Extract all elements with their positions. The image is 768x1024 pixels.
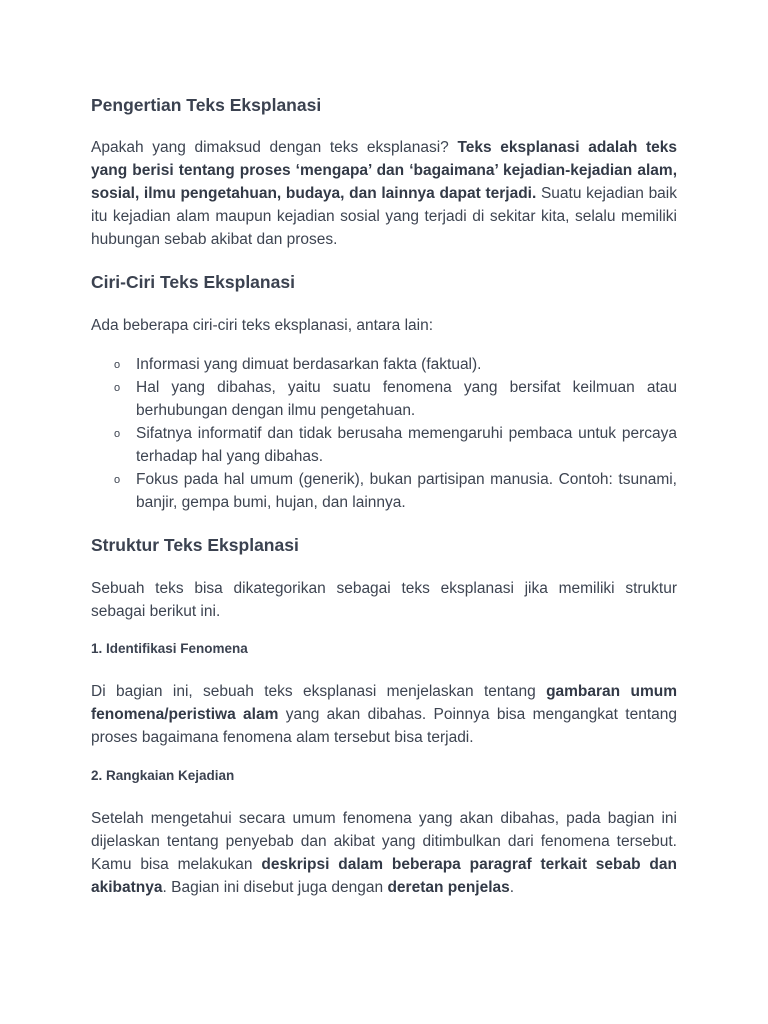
list-item xyxy=(114,353,677,376)
subheading-rangkaian: 2. Rangkaian Kejadian xyxy=(91,768,235,783)
paragraph-ciri-intro: Ada beberapa ciri-ciri teks eksplanasi, antara lain: xyxy=(91,317,434,334)
text-segment: Di bagian ini, sebuah teks eksplanasi menjelaskan tentang xyxy=(91,683,547,700)
paragraph-struktur-intro: Sebuah teks bisa dikategorikan sebagai teks eksplanasi jika memiliki struktur sebagai berikut ini. xyxy=(91,580,677,620)
heading-pengertian: Pengertian Teks Eksplanasi xyxy=(91,95,322,115)
text-segment: . Bagian ini disebut juga dengan xyxy=(162,879,388,896)
bullet-circle-icon: o xyxy=(114,474,121,486)
text-segment: yang akan dibahas. Poinnya bisa mengangkat tentang proses bagaimana fenomena alam tersebut bisa terjadi. xyxy=(91,706,677,746)
list-item-text: Informasi yang dimuat berdasarkan fakta (faktual). xyxy=(136,356,482,373)
heading-struktur: Struktur Teks Eksplanasi xyxy=(91,535,299,555)
heading-ciri-ciri: Ciri-Ciri Teks Eksplanasi xyxy=(91,272,295,292)
list-item xyxy=(114,422,677,468)
list-item xyxy=(114,376,677,422)
bold-phrase: deretan penjelas xyxy=(387,879,510,896)
bullet-circle-icon: o xyxy=(114,359,121,371)
ciri-list xyxy=(91,353,677,514)
list-item xyxy=(114,468,677,514)
bullet-circle-icon: o xyxy=(114,382,121,394)
list-item-text: Sifatnya informatif dan tidak berusaha memengaruhi pembaca untuk percaya terhadap hal yang dibahas. xyxy=(136,425,677,465)
text-segment: Apakah yang dimaksud dengan teks eksplanasi? xyxy=(91,139,458,156)
list-item-text: Hal yang dibahas, yaitu suatu fenomena yang bersifat keilmuan atau berhubungan dengan ilmu pengetahuan. xyxy=(136,379,677,419)
list-item-text: Fokus pada hal umum (generik), bukan partisipan manusia. Contoh: tsunami, banjir, gempa bumi, hujan, dan lainnya. xyxy=(136,471,677,511)
bold-phrase: deskripsi dalam beberapa paragraf terkait sebab dan akibatnya xyxy=(91,856,677,896)
paragraph-rangkaian xyxy=(91,807,677,899)
text-segment: Suatu kejadian baik itu kejadian alam maupun kejadian sosial yang terjadi di sekitar kita, selalu memiliki hubungan sebab akibat dan proses. xyxy=(91,185,677,248)
bold-phrase: gambaran umum fenomena/peristiwa alam xyxy=(91,683,677,723)
bold-definition: Teks eksplanasi adalah teks yang berisi tentang proses ‘mengapa’ dan ‘bagaimana’ kejadian-kejadian alam, sosial, ilmu pengetahuan, budaya, dan lainnya dapat terjadi. xyxy=(91,139,677,202)
bullet-circle-icon: o xyxy=(114,428,121,440)
subheading-identifikasi: 1. Identifikasi Fenomena xyxy=(91,641,248,656)
text-segment: . xyxy=(509,879,515,896)
paragraph-pengertian xyxy=(91,136,677,251)
text-segment: Setelah mengetahui secara umum fenomena yang akan dibahas, pada bagian ini dijelaskan tentang penyebab dan akibat yang ditimbulkan dari fenomena tersebut. Kamu bisa melakukan xyxy=(91,810,677,873)
paragraph-identifikasi xyxy=(91,680,677,749)
